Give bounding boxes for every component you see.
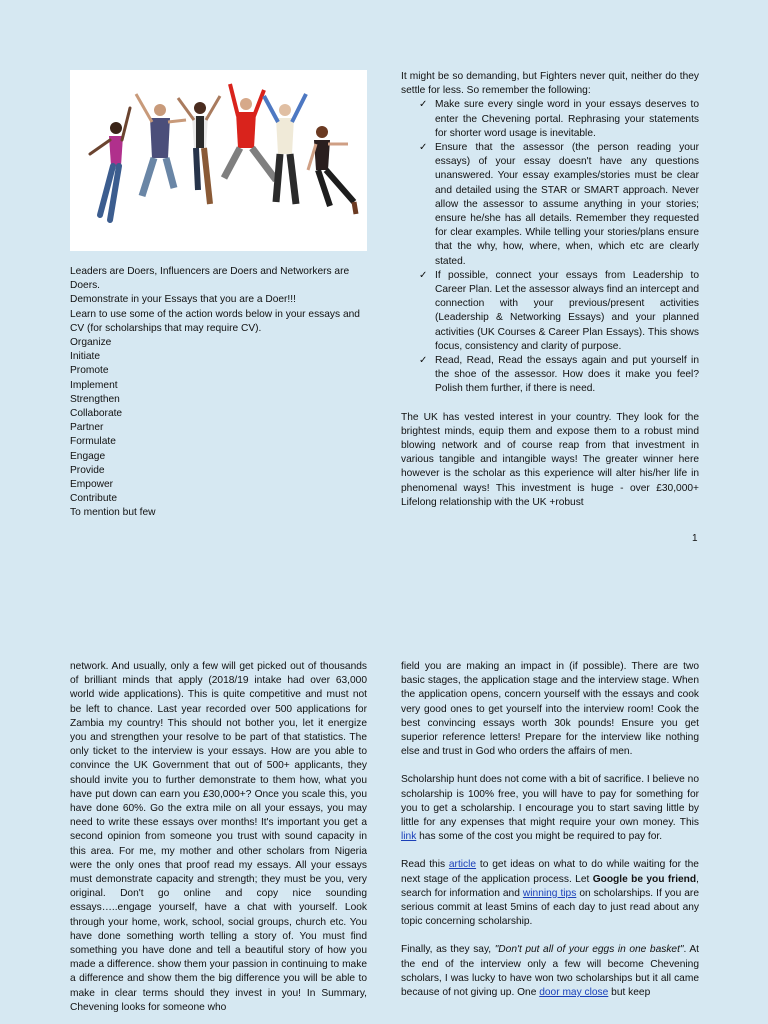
page-number: 1 [692,533,698,544]
left-column-page1 [70,265,367,521]
tips-list [401,98,699,396]
action-word: Contribute [70,493,118,505]
intro-line: Demonstrate in your Essays that you are a Doer!!! [70,294,296,306]
waiting-paragraph: Read this article to get ideas on what to do while waiting for the next stage of the application process. Let Google be you friend, search for information and winning tips on scholarships. If you are serious commit at least 5mins of each day to just read about any topic concerning scholarship. [401,859,699,928]
action-word: Engage [70,450,106,462]
action-word: Partner [70,422,104,434]
cost-link[interactable]: link [401,831,417,843]
action-word: Strengthen [70,393,120,405]
tip-item: ✓ Ensure that the assessor (the person reading your essays) of your essay doesn't have any questions unanswered. Your essay examples/stories must be clear and detailed using the STAR or SMART approach. Never allow the assessor to assume anything in your stories; ensure he/she has all details. Remember they requested for clear examples. While telling your stories/plans ensure that the why, how, where, when, which etc are clearly stated. [435,141,699,269]
action-word: Empower [70,479,114,491]
door-may-close-link[interactable]: door may close [539,987,609,999]
winning-tips-link[interactable]: winning tips [522,887,577,899]
hero-photo [70,70,367,251]
finally-paragraph: Finally, as they say, "Don't put all of your eggs in one basket". At the end of the interview only a few will become Chevening scholars, I was lucky to have won two scholarships but it all came because of not giving up. One door may close but keep [401,944,699,999]
action-word: Provide [70,464,105,476]
tip-item: ✓ If possible, connect your essays from Leadership to Career Plan. Let the assessor always find an intercept and connection with your previous/present activities (Leadership & Networking Essays) and your planned activities (UK Courses & Career Plan Essays). This shows focus, consistency and clarity of purpose. [435,269,699,354]
action-word: Collaborate [70,408,123,420]
tip-item: ✓ Make sure every single word in your essays deserves to enter the Chevening portal. Rephrasing your statements for shorter word usage is inevitable. [435,98,699,141]
left-column-page2 [70,660,367,1024]
action-word: Implement [70,379,118,391]
action-word: Promote [70,365,109,377]
jumping-people-illustration [70,70,367,251]
tip-item: ✓ Read, Read, Read the essays again and put yourself in the shoe of the assessor. How does it make you feel? Polish them further, if there is need. [435,354,699,397]
article-link[interactable]: article [448,859,477,871]
network-paragraph: network. And usually, only a few will get picked out of thousands of brilliant minds that apply (2018/19 intake had over 63,000 world wide applications). This is quite competitive and must not be left to chance. Last year recorded over 500 applications for Zambia my country! This should not bother you, let it energize you and strengthen your resolve to be part of that statistics. The only ticket to the interview is your essays. How are you able to convince the UK Government that out of 500+ applicants, they should invite you to further demonstrate to them how, what you have put down can earn you £30,000+? Once you scale this, you have done 60%. Go the extra mile on all your essays, you may need to write these essays over months! It's important you get a second opinion from someone you trust with sound capacity in this area. For me, my mother and other scholars from Nigeria were the only ones that proof read my essays. All your essays must demonstrate capacity and strength; they must be you, very original. Don't go online and copy nice sounding essays…..engage yourself, have a chat with yourself. Look through your home, work, school, social groups, church etc. You have done something worth telling a story of. You must find something you have done and tell a beautiful story of how you made a difference. show them your passion in continuing to make a difference and show them the big difference you will be able to make in clear terms should they invest in you! In Summary, Chevening looks for someone who [70,661,367,1013]
action-word: Organize [70,337,112,349]
intro-line: Leaders are Doers, Influencers are Doers and Networkers are Doers. [70,266,350,292]
action-word-list [70,336,367,506]
right-intro: It might be so demanding, but Fighters never quit, neither do they settle for less. So remember the following: [401,71,699,97]
stages-paragraph: field you are making an impact in (if possible). There are two basic stages, the application stage and the interview stage. When the application opens, concern yourself with the essays and cook very good ones to get yourself into the interview room! Cook the best convincing essays worth 30k pounds! Ensure you get superior reference letters! Prepare for the interview like nothing else and trust in God who orders the affairs of men. [401,661,699,758]
uk-paragraph: The UK has vested interest in your country. They look for the brightest minds, equip them and expose them to a robust mind blowing network and of course reap from that investment in various tangible and intangible ways! The greater winner here however is the scholar as this experience will alter his/her life in phenomenal ways! This investment is huge - over £30,000+ Lifelong relationship with the UK +robust [401,411,699,508]
sacrifice-paragraph: Scholarship hunt does not come with a bit of sacrifice. I believe no scholarship is 100% free, you will have to pay for something for you to get a scholarship. I encourage you to start saving little by little for any expenses that might require your own money. This link has some of the cost you might be required to pay for. [401,774,699,843]
right-column-page1 [401,70,699,510]
google-emphasis: Google be you friend [592,873,697,885]
action-word: Formulate [70,436,116,448]
intro-line: Learn to use some of the action words below in your essays and CV (for scholarships that may require CV). [70,308,360,334]
closing-line: To mention but few [70,507,156,519]
right-column-page2 [401,660,699,1024]
eggs-quote: "Don't put all of your eggs in one basket" [494,944,684,956]
action-word: Initiate [70,351,101,363]
